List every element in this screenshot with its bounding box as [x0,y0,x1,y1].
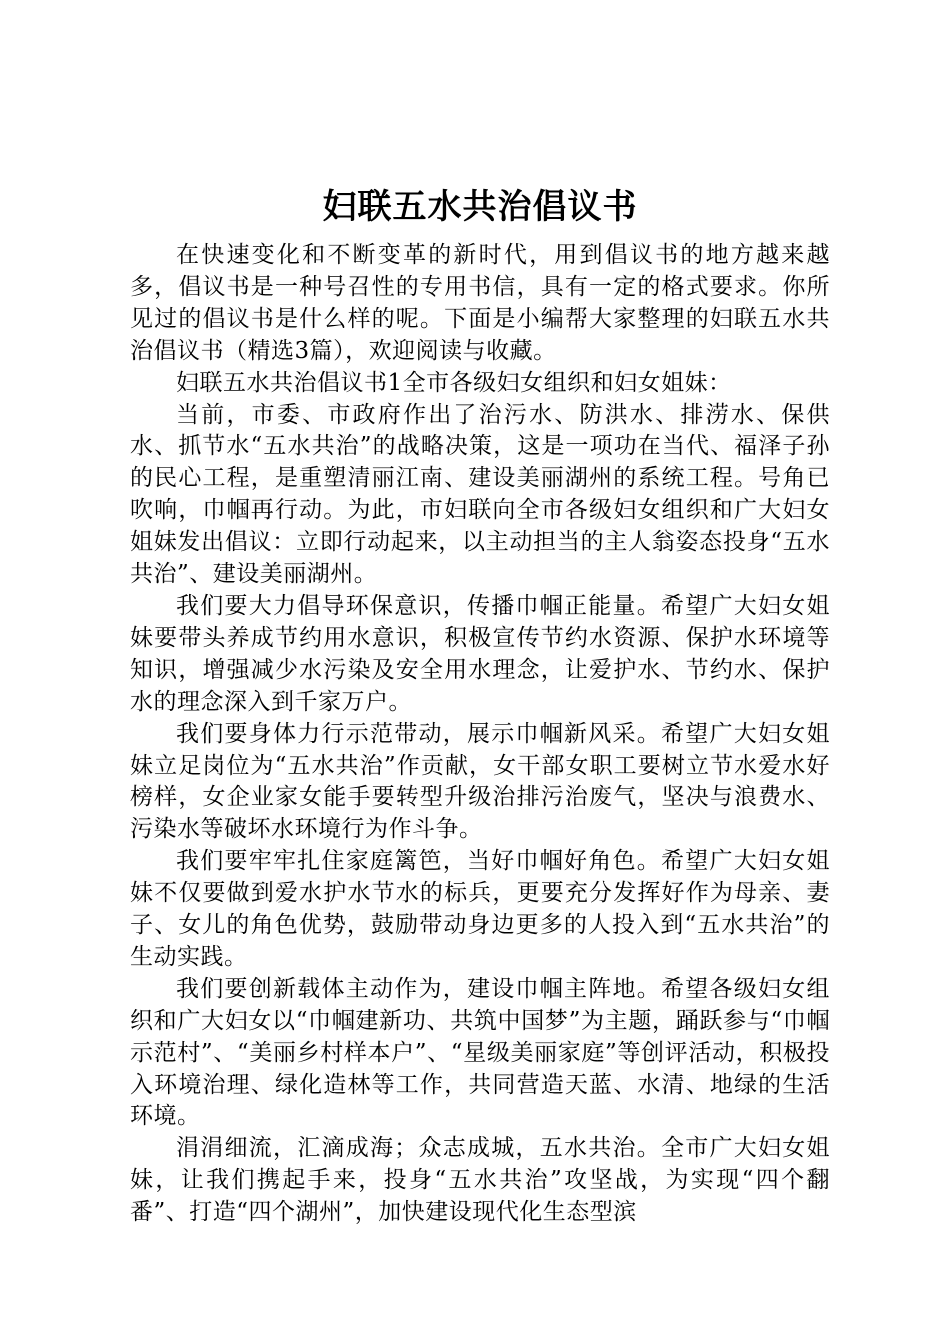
paragraph-innovation: 我们要创新载体主动作为，建设巾帼主阵地。希望各级妇女组织和广大妇女以“巾帼建新功、共筑中国梦”为主题，踊跃参与“巾帼示范村”、“美丽乡村样本户”、“星级美丽家庭”等创评活动，积极投入环境治理、绿化造林等工作，共同营造天蓝、水清、地绿的生活环境。 [130,975,830,1130]
paragraph-intro: 在快速变化和不断变革的新时代，用到倡议书的地方越来越多，倡议书是一种号召性的专用书信，具有一定的格式要求。你所见过的倡议书是什么样的呢。下面是小编帮大家整理的妇联五水共治倡议书（精选3篇），欢迎阅读与收藏。 [130,242,830,364]
document-body [130,182,830,1229]
paragraph-demonstration: 我们要身体力行示范带动，展示巾帼新风采。希望广大妇女姐妹立足岗位为“五水共治”作贡献，女干部女职工要树立节水爱水好榜样，女企业家女能手要转型升级治排污治废气，坚决与浪费水、污染水等破坏水环境行为作斗争。 [130,720,830,843]
paragraph-salutation: 妇联五水共治倡议书1全市各级妇女组织和妇女姐妹： [176,369,732,396]
paragraph-closing: 涓涓细流，汇滴成海；众志成城，五水共治。全市广大妇女姐妹，让我们携起手来，投身“五水共治”攻坚战，为实现“四个翻番”、打造“四个湖州”，加快建设现代化生态型滨 [130,1135,830,1226]
document-title: 妇联五水共治倡议书 [322,187,638,227]
paragraph-family: 我们要牢牢扎住家庭篱笆，当好巾帼好角色。希望广大妇女姐妹不仅要做到爱水护水节水的标兵，更要充分发挥好作为母亲、妻子、女儿的角色优势，鼓励带动身边更多的人投入到“五水共治”的生动实践。 [130,848,830,970]
paragraph-awareness: 我们要大力倡导环保意识，传播巾帼正能量。希望广大妇女姐妹要带头养成节约用水意识，积极宣传节约水资源、保护水环境等知识，增强减少水污染及安全用水理念，让爱护水、节约水、保护水的理念深入到千家万户。 [130,592,830,715]
paragraph-background: 当前，市委、市政府作出了治污水、防洪水、排涝水、保供水、抓节水“五水共治”的战略决策，这是一项功在当代、福泽子孙的民心工程，是重塑清丽江南、建设美丽湖州的系统工程。号角已吹响，巾帼再行动。为此，市妇联向全市各级妇女组织和广大妇女姐妹发出倡议：立即行动起来，以主动担当的主人翁姿态投身“五水共治”、建设美丽湖州。 [130,401,830,588]
